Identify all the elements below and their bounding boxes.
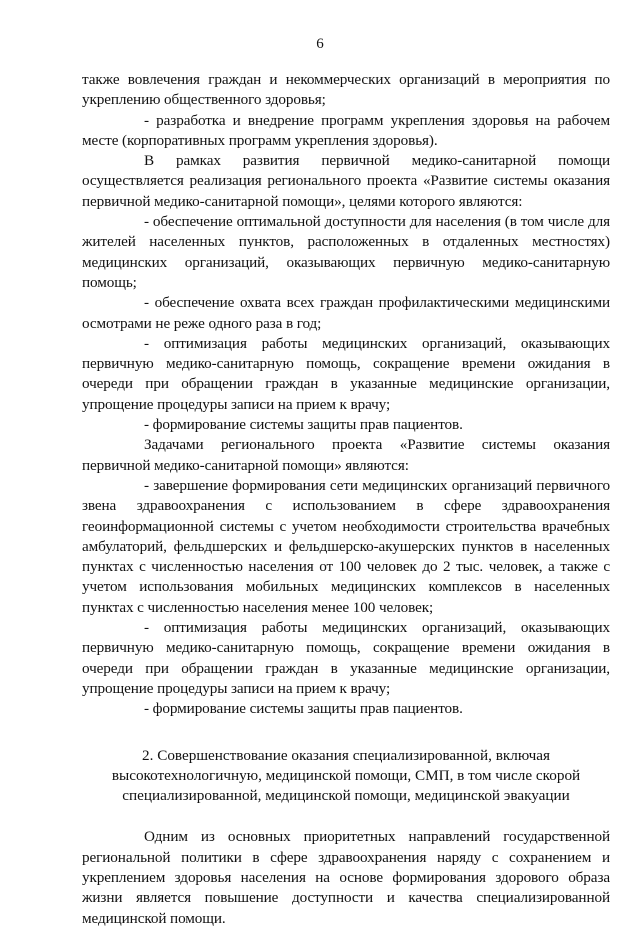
paragraph: Одним из основных приоритетных направлений государственной региональной политики в сфере здравоохранения наряду с сохранением и укреплением здоровья населения на основе формирования здорового образа жизни является повышение доступности и качества специализированной медицинской помощи. [82,828,610,927]
paragraph: также вовлечения граждан и некоммерческих организаций в мероприятия по укреплению общественного здоровья; [82,71,610,109]
body-paragraphs-bottom [82,827,610,928]
paragraph: - формирование системы защиты прав пациентов. [144,416,463,434]
document-body [82,70,610,929]
section-heading-line: специализированной, медицинской помощи, медицинской эвакуации [122,787,570,805]
section-heading-line: 2. Совершенствование оказания специализированной, включая [142,746,550,764]
paragraph: В рамках развития первичной медико-санитарной помощи осуществляется реализация регионального проекта «Развитие системы оказания первичной медико-санитарной помощи», целями которого являются: [82,152,610,210]
paragraph: - формирование системы защиты прав пациентов. [144,700,463,718]
paragraph: - оптимизация работы медицинских организаций, оказывающих первичную медико-санитарную помощь, сокращение времени ожидания в очереди при обращении граждан в указанные медицинские организации, упрощение процедуры записи на прием к врачу; [82,619,610,697]
page-number: 6 [316,36,324,52]
paragraph: - обеспечение оптимальной доступности для населения (в том числе для жителей населенных пунктов, расположенных в отдаленных местностях) медицинских организаций, оказывающих первичную медико-санитарную помощь; [82,213,610,291]
paragraph: - обеспечение охвата всех граждан профилактическими медицинскими осмотрами не реже одного раза в год; [82,294,610,332]
section-heading [82,746,610,807]
section-heading-line: высокотехнологичную, медицинской помощи, СМП, в том числе скорой [111,766,581,784]
paragraph: Задачами регионального проекта «Развитие системы оказания первичной медико-санитарной помощи» являются: [82,436,610,474]
paragraph: - разработка и внедрение программ укрепления здоровья на рабочем месте (корпоративных программ укрепления здоровья). [82,111,610,149]
body-paragraphs-top [82,70,610,720]
paragraph: - оптимизация работы медицинских организаций, оказывающих первичную медико-санитарную помощь, сокращение времени ожидания в очереди при обращении граждан в указанные медицинские организации, упрощение процедуры записи на прием к врачу; [82,334,610,413]
paragraph: - завершение формирования сети медицинских организаций первичного звена здравоохранения с использованием в сфере здравоохранения геоинформационной системы с учетом необходимости строительства врачебных амбулаторий, фельдшерских и фельдшерско-акушерских пунктов в населенных пунктах с численностью населения от 100 человек до 2 тыс. человек, а также с учетом использования мобильных медицинских комплексов в населенных пунктах с численностью населения менее 100 человек; [82,476,610,616]
